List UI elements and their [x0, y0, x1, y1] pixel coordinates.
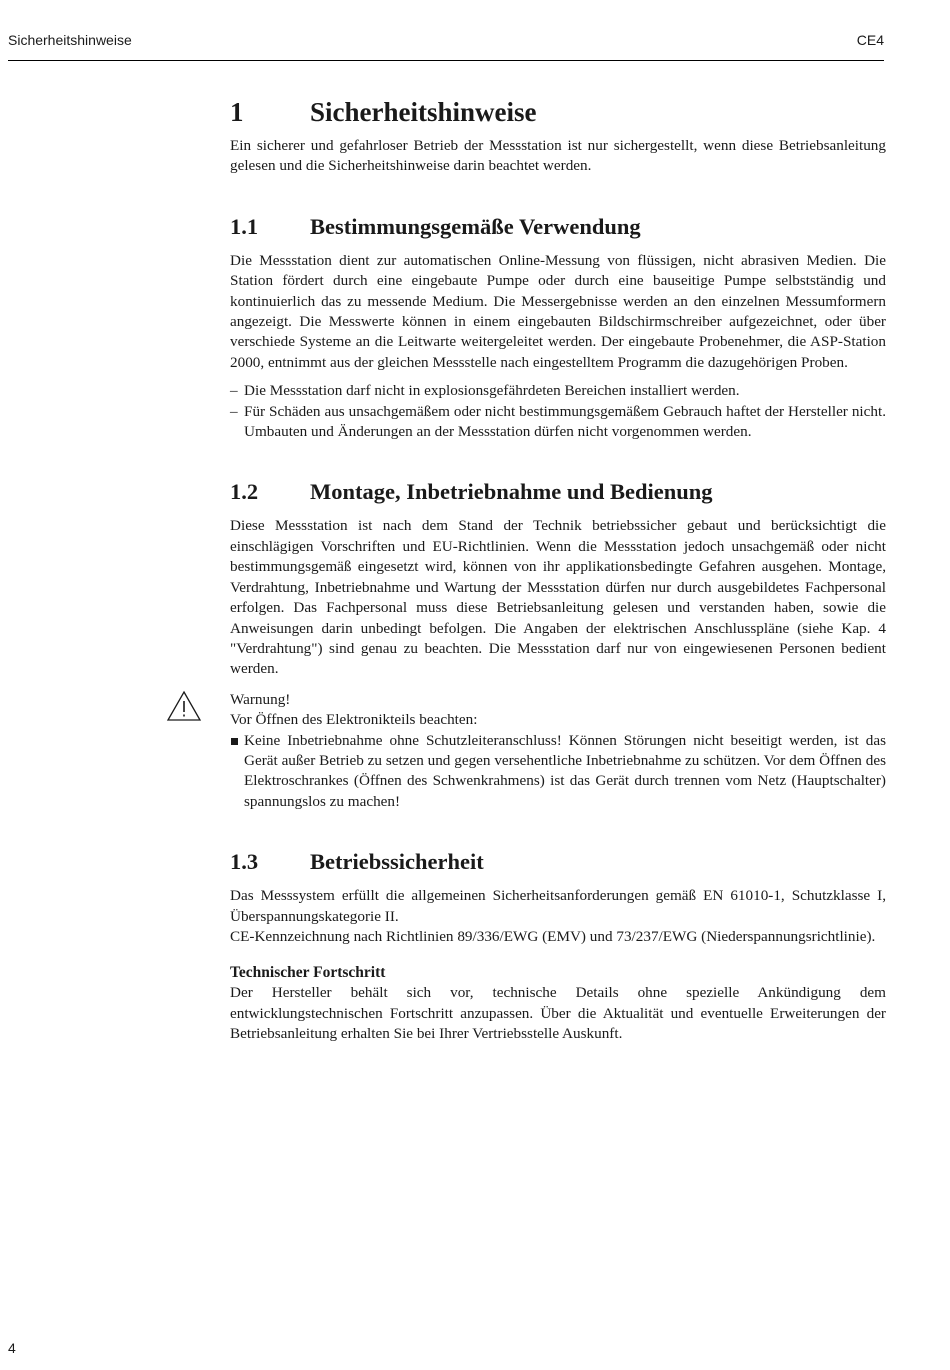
list-item: – Die Messstation darf nicht in explosionsgefährdeten Bereichen installiert werden. — [230, 381, 886, 401]
section-paragraph: Der Hersteller behält sich vor, technische Details ohne spezielle Ankündigung dem entwicklungstechnischen Fortschritt anzupassen. Über die Aktualität und eventuelle Erweiterungen der Betriebsanleitung erhalten Sie bei Ihrer Vertriebsstelle Auskunft. — [230, 984, 886, 1043]
header-divider — [8, 60, 884, 61]
section-number: 1.3 — [230, 849, 259, 875]
page-number: 4 — [8, 1340, 16, 1356]
warning-title: Warnung! — [230, 690, 291, 708]
chapter-intro: Ein sicherer und gefahrloser Betrieb der Messstation ist nur sichergestellt, wenn diese Betriebsanleitung gelesen und die Sicherheitshinweise darin beachtet werden. — [230, 137, 886, 175]
section-1-3 — [230, 848, 886, 1044]
chapter-heading — [230, 96, 886, 128]
section-paragraph: Die Messstation dient zur automatischen Online-Messung von flüssigen, nicht abrasiven Medien. Die Station fördert durch eine eingebaute Pumpe oder durch eine bauseitige Pumpe selbstständig und kontinuierlich das zu messende Medium. Die Messergebnisse werden an den einzelnen Messumformern angezeigt. Die Messwerte können in einem eingebauten Bildschirmschreiber aufgezeichnet, oder über verschiede Systeme an die Leitwarte weitergeleitet werden. Der eingebaute Probenehmer, die ASP-Station 2000, entnimmt aus der gleichen Messstelle nach eingestelltem Programm die dazugehörigen Proben. — [230, 251, 886, 371]
chapter-number: 1 — [230, 97, 244, 127]
warning-line: Vor Öffnen des Elektronikteils beachten: — [230, 711, 478, 729]
section-paragraph: Das Messsystem erfüllt die allgemeinen Sicherheitsanforderungen gemäß EN 61010-1, Schutzklasse I, Überspannungskategorie II. — [230, 887, 886, 925]
section-heading — [230, 848, 886, 876]
section-paragraph: CE-Kennzeichnung nach Richtlinien 89/336/EWG (EMV) und 73/237/EWG (Niederspannungsrichtlinie). — [230, 927, 876, 945]
warning-list — [230, 731, 886, 813]
section-heading — [230, 478, 886, 506]
section-1-2 — [230, 478, 886, 812]
warning-block — [230, 690, 886, 812]
section-title: Bestimmungsgemäße Verwendung — [310, 213, 641, 239]
section-title: Betriebssicherheit — [310, 849, 484, 875]
section-1-1 — [230, 213, 886, 443]
page-content — [230, 96, 886, 1045]
warning-list-item: Keine Inbetriebnahme ohne Schutzleiteranschluss! Können Störungen nicht beseitigt werden, ist das Gerät außer Betrieb zu setzen und gegen versehentliche Inbetriebnahme zu schützen. Vor dem Öffnen des Elektroschrankes (Öffnen des Schwenkrahmens) ist das Gerät durch trennen vom Netz (Hauptschalter) spannungslos zu machen! — [230, 731, 886, 813]
subheading: Technischer Fortschritt — [230, 964, 386, 982]
section-paragraph: Diese Messstation ist nach dem Stand der Technik betriebssicher gebaut und berücksichtigt die einschlägigen Vorschriften und EU-Richtlinien. Wenn die Messstation jedoch unsachgemäß oder nicht bestimmungsgemäß eingesetzt wird, können von ihr applikationsbedingte Gefahren ausgehen. Montage, Verdrahtung, Inbetriebnahme und Wartung der Messstation dürfen nur durch ausgebildetes Fachpersonal erfolgen. Das Fachpersonal muss diese Betriebsanleitung gelesen und verstanden haben, sowie die Anweisungen darin unbedingt befolgen. Die Angaben der elektrischen Anschlusspläne (siehe Kap. 4 "Verdrahtung") sind genau zu beachten. Die Messstation darf nur von eingewiesenen Personen bedient werden. — [230, 517, 886, 678]
section-number: 1.1 — [230, 213, 259, 239]
section-number: 1.2 — [230, 479, 259, 505]
dash-list — [230, 381, 886, 442]
list-item: – Für Schäden aus unsachgemäßem oder nicht bestimmungsgemäßem Gebrauch haftet der Hersteller nicht. Umbauten und Änderungen an der Messstation dürfen nicht vorgenommen werden. — [230, 402, 886, 443]
section-title: Montage, Inbetriebnahme und Bedienung — [310, 479, 713, 505]
running-header-product: CE4 — [856, 32, 884, 48]
warning-triangle-icon — [166, 690, 202, 722]
running-header-title: Sicherheitshinweise — [8, 32, 132, 48]
chapter-title: Sicherheitshinweise — [310, 97, 537, 127]
section-heading — [230, 213, 886, 241]
